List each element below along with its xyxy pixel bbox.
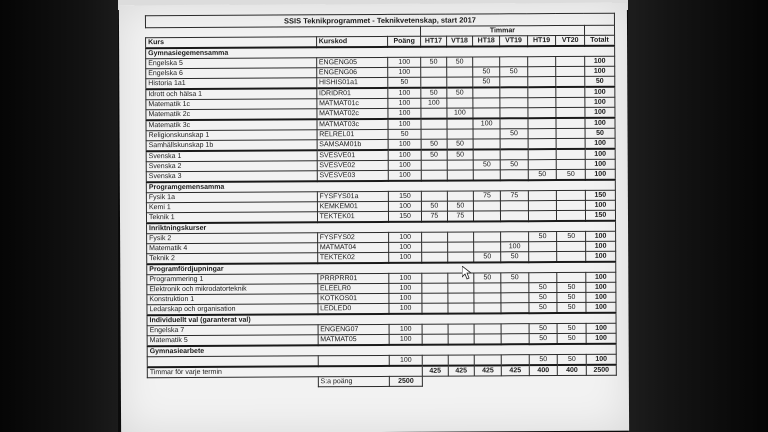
term-hours xyxy=(422,334,448,345)
term-hours: 50 xyxy=(421,88,447,99)
term-hours: 100 xyxy=(501,242,528,252)
term-hours xyxy=(500,139,527,150)
term-hours: 50 xyxy=(474,252,501,263)
spreadsheet-document xyxy=(119,3,629,432)
course-points: 100 xyxy=(388,98,421,108)
term-hours: 50 xyxy=(447,201,473,211)
term-sum: 400 xyxy=(558,365,587,376)
term-hours xyxy=(500,98,527,108)
sum-points-value: 2500 xyxy=(390,376,423,386)
term-hours xyxy=(556,76,585,87)
course-code: ENGENG05 xyxy=(316,57,388,67)
term-hours xyxy=(422,355,448,366)
course-points: 100 xyxy=(388,67,421,77)
course-code: FYSFYS01a xyxy=(317,191,389,201)
section-title: Programfördjupningar xyxy=(147,262,616,275)
grand-total: 2500 xyxy=(586,365,616,376)
term-hours xyxy=(528,201,557,211)
term-hours xyxy=(473,149,500,160)
term-hours xyxy=(556,87,585,98)
term-hours xyxy=(473,170,500,181)
course-name: Kemi 1 xyxy=(146,202,317,213)
term-hours: 50 xyxy=(528,283,557,293)
course-points: 100 xyxy=(389,324,422,334)
course-code: SVESVE01 xyxy=(317,150,389,161)
course-total: 100 xyxy=(585,200,615,210)
term-hours: 50 xyxy=(500,129,527,139)
term-sum: 425 xyxy=(502,365,529,376)
monitor-bezel-right xyxy=(628,0,768,432)
term-hours: 75 xyxy=(501,191,528,201)
term-hours xyxy=(501,303,528,314)
term-hours xyxy=(556,149,585,160)
term-header: VT19 xyxy=(500,36,527,47)
course-name: Svenska 3 xyxy=(146,171,317,182)
term-hours xyxy=(421,160,447,170)
course-plan-table xyxy=(145,13,617,388)
term-hours xyxy=(421,77,447,88)
term-hours xyxy=(500,87,527,98)
term-hours xyxy=(527,77,556,88)
totalt-header: Totalt xyxy=(584,35,614,46)
term-hours xyxy=(501,283,528,293)
term-hours xyxy=(473,87,500,98)
course-name: Engelska 6 xyxy=(146,68,317,79)
term-hours xyxy=(556,66,585,76)
term-hours: 50 xyxy=(500,67,527,77)
course-code: HISHIS01a1 xyxy=(316,77,388,88)
kurs-header: Kurs xyxy=(146,37,317,48)
course-total: 100 xyxy=(585,107,615,118)
term-hours: 50 xyxy=(447,149,473,160)
poang-header: Poäng xyxy=(388,36,421,47)
course-points: 50 xyxy=(388,129,421,139)
term-hours xyxy=(501,170,528,181)
course-name: Ledarskap och organisation xyxy=(147,304,318,315)
course-name: Matematik 4 xyxy=(147,243,318,254)
term-hours xyxy=(556,97,585,107)
course-code: MATMAT03c xyxy=(317,119,389,130)
term-hours: 50 xyxy=(557,333,586,344)
section-title: Programgemensamma xyxy=(146,180,615,193)
course-points: 100 xyxy=(388,108,421,119)
term-hours xyxy=(528,98,557,108)
term-hours xyxy=(473,129,500,139)
course-total: 100 xyxy=(585,56,615,66)
term-header: HT18 xyxy=(473,36,500,47)
term-hours xyxy=(422,252,448,263)
course-points: 100 xyxy=(388,57,421,67)
section-title: Gymnasiegemensamma xyxy=(146,46,615,59)
course-total: 100 xyxy=(586,323,616,333)
term-hours xyxy=(501,232,528,242)
course-total: 100 xyxy=(585,149,615,160)
term-hours xyxy=(473,98,500,108)
course-total: 100 xyxy=(585,87,615,98)
term-hours: 50 xyxy=(529,324,558,334)
term-hours xyxy=(473,201,500,211)
summary-label: Timmar för varje termin xyxy=(147,366,422,378)
term-hours xyxy=(448,355,474,366)
term-hours xyxy=(473,211,500,222)
term-hours xyxy=(500,149,527,160)
course-code: TEKTEK01 xyxy=(317,211,389,222)
course-total: 100 xyxy=(585,118,615,129)
course-code: ELEELR0 xyxy=(318,283,390,293)
term-hours xyxy=(448,252,474,263)
term-hours xyxy=(421,119,447,130)
term-hours xyxy=(527,87,556,98)
term-hours xyxy=(474,355,501,366)
course-code: SVESVE03 xyxy=(317,170,389,181)
timmar-header: Timmar xyxy=(420,25,584,36)
course-points: 100 xyxy=(388,160,421,170)
course-code: KEMKEM01 xyxy=(317,201,389,211)
term-hours xyxy=(448,334,474,345)
term-hours: 75 xyxy=(421,211,447,222)
term-hours xyxy=(421,67,447,77)
term-hours xyxy=(421,108,447,119)
course-code: ENGENG06 xyxy=(316,67,388,77)
term-hours: 50 xyxy=(473,67,500,77)
term-header: VT18 xyxy=(446,36,472,47)
term-hours: 50 xyxy=(501,252,528,263)
term-hours xyxy=(474,334,501,345)
course-name: Engelska 7 xyxy=(147,325,318,336)
term-hours xyxy=(501,201,528,211)
term-hours xyxy=(556,128,585,138)
term-hours xyxy=(528,273,557,283)
term-hours xyxy=(528,108,557,119)
term-hours xyxy=(556,118,585,129)
course-name: Elektronik och mikrodatorteknik xyxy=(147,284,318,295)
course-code: TEKTEK02 xyxy=(317,252,389,263)
course-total: 100 xyxy=(585,159,615,169)
term-hours xyxy=(500,118,527,129)
term-hours xyxy=(557,190,586,200)
term-hours xyxy=(474,283,501,293)
course-total: 100 xyxy=(586,302,616,313)
term-hours xyxy=(474,293,501,303)
term-hours xyxy=(527,57,556,67)
term-hours xyxy=(474,242,501,252)
course-code: SVESVE02 xyxy=(317,160,389,170)
term-hours xyxy=(557,241,586,251)
term-hours xyxy=(448,293,474,303)
course-code xyxy=(318,355,390,366)
course-name: Matematik 2c xyxy=(146,109,317,120)
course-name: Matematik 1c xyxy=(146,99,317,110)
course-points: 100 xyxy=(388,139,421,150)
sum-points-row xyxy=(147,375,616,387)
term-hours: 50 xyxy=(557,231,586,241)
term-hours: 100 xyxy=(447,108,473,119)
section-title: Inriktningskurser xyxy=(147,221,616,234)
term-hours xyxy=(448,303,474,314)
course-total: 100 xyxy=(586,272,616,282)
course-points: 100 xyxy=(389,201,422,211)
course-points: 100 xyxy=(389,232,422,242)
term-hours xyxy=(527,67,556,77)
term-hours xyxy=(557,200,586,210)
term-hours xyxy=(528,191,557,201)
course-total: 100 xyxy=(586,282,616,292)
course-code: LEDLED0 xyxy=(318,303,390,314)
course-total: 100 xyxy=(585,66,615,76)
term-hours xyxy=(422,324,448,334)
term-hours xyxy=(421,232,447,242)
term-hours xyxy=(528,139,557,150)
term-hours xyxy=(501,293,528,303)
course-points: 100 xyxy=(390,355,423,366)
course-name: Svenska 2 xyxy=(146,161,317,172)
course-name: Teknik 2 xyxy=(147,253,318,264)
term-hours xyxy=(528,242,557,252)
term-hours: 50 xyxy=(421,139,447,150)
term-hours: 50 xyxy=(528,232,557,242)
term-hours xyxy=(448,324,474,334)
term-hours xyxy=(474,232,501,242)
course-points: 100 xyxy=(388,150,421,161)
term-sum: 425 xyxy=(422,366,448,377)
course-points: 100 xyxy=(389,283,422,293)
term-hours xyxy=(447,170,473,181)
term-hours xyxy=(557,251,586,262)
course-total: 100 xyxy=(586,354,616,365)
term-hours xyxy=(528,160,557,170)
section-title: Individuellt val (garanterat val) xyxy=(147,313,616,326)
course-code: MATMAT05 xyxy=(318,334,390,345)
term-hours: 100 xyxy=(421,98,447,108)
course-total: 100 xyxy=(586,231,616,241)
term-hours xyxy=(528,118,557,129)
course-code: FYSFYS02 xyxy=(317,232,389,242)
course-points: 100 xyxy=(389,293,422,303)
term-hours: 50 xyxy=(447,57,473,67)
course-points: 50 xyxy=(388,77,421,88)
term-hours xyxy=(473,139,500,150)
term-hours xyxy=(528,129,557,139)
term-hours xyxy=(421,242,447,252)
term-hours xyxy=(473,57,500,67)
course-total: 150 xyxy=(585,210,615,221)
term-hours: 50 xyxy=(447,87,473,98)
term-hours xyxy=(556,159,585,169)
term-hours xyxy=(447,98,473,108)
term-hours: 50 xyxy=(447,139,473,150)
term-hours: 50 xyxy=(557,169,586,180)
term-hours: 50 xyxy=(529,293,558,303)
course-points: 100 xyxy=(388,119,421,130)
term-hours xyxy=(556,138,585,149)
course-points: 100 xyxy=(388,88,421,99)
term-hours: 50 xyxy=(528,170,557,181)
term-hours xyxy=(473,108,500,119)
term-sum: 425 xyxy=(474,365,501,376)
term-hours xyxy=(556,56,585,66)
section-title: Gymnasiearbete xyxy=(147,344,616,357)
term-hours xyxy=(528,211,557,222)
term-header: HT17 xyxy=(420,36,446,47)
course-name: Programmering 1 xyxy=(147,274,318,285)
course-total: 100 xyxy=(585,138,615,149)
course-name: Svenska 1 xyxy=(146,150,317,161)
term-hours xyxy=(422,273,448,283)
course-code: IDRIDR01 xyxy=(316,88,388,99)
term-hours xyxy=(501,211,528,222)
term-hours xyxy=(500,77,527,88)
term-header: HT19 xyxy=(527,36,556,47)
term-hours xyxy=(557,210,586,221)
course-name: Fysik 2 xyxy=(147,233,318,244)
term-hours: 50 xyxy=(421,57,447,67)
term-hours xyxy=(447,77,473,88)
term-hours: 50 xyxy=(529,355,558,366)
course-name: Historia 1a1 xyxy=(146,78,317,89)
term-hours xyxy=(556,107,585,118)
term-hours xyxy=(421,170,447,181)
course-total: 100 xyxy=(586,333,616,344)
term-hours xyxy=(447,118,473,129)
term-hours xyxy=(447,232,473,242)
term-hours: 50 xyxy=(474,273,501,283)
term-hours xyxy=(422,303,448,314)
course-points: 100 xyxy=(389,252,422,263)
sum-points-label: S:a poäng xyxy=(318,376,390,386)
course-total: 150 xyxy=(585,190,615,200)
term-hours xyxy=(422,283,448,293)
course-points: 150 xyxy=(389,191,422,201)
term-header: VT20 xyxy=(556,35,585,46)
term-hours: 50 xyxy=(529,303,558,314)
term-hours xyxy=(501,324,528,334)
term-hours xyxy=(557,272,586,282)
course-points: 150 xyxy=(389,211,422,222)
term-hours: 75 xyxy=(473,191,500,201)
term-hours: 50 xyxy=(558,354,587,365)
course-code: MATMAT04 xyxy=(317,242,389,252)
course-name: Matematik 5 xyxy=(147,335,318,346)
term-hours xyxy=(501,334,528,345)
term-hours: 75 xyxy=(447,211,473,222)
term-sum: 425 xyxy=(448,365,474,376)
course-code: MATMAT02c xyxy=(317,108,389,119)
term-hours xyxy=(448,242,474,252)
course-points: 100 xyxy=(389,334,422,345)
course-points: 100 xyxy=(389,273,422,283)
term-hours: 50 xyxy=(557,323,586,333)
term-hours: 100 xyxy=(473,118,500,129)
term-hours xyxy=(502,355,529,366)
course-total: 100 xyxy=(586,241,616,251)
term-hours xyxy=(447,160,473,170)
course-total: 100 xyxy=(586,292,616,302)
course-points: 100 xyxy=(389,170,422,181)
term-hours xyxy=(448,283,474,293)
term-hours xyxy=(447,67,473,77)
term-hours: 50 xyxy=(557,302,586,313)
course-name: Konstruktion 1 xyxy=(147,294,318,305)
course-name: Religionskunskap 1 xyxy=(146,130,317,141)
course-name: Matematik 3c xyxy=(146,119,317,130)
course-name: Idrott och hälsa 1 xyxy=(146,88,317,99)
term-hours xyxy=(422,293,448,303)
course-total: 50 xyxy=(585,128,615,138)
term-hours: 50 xyxy=(557,292,586,302)
term-hours xyxy=(474,324,501,334)
term-hours xyxy=(447,129,473,139)
course-code: KOTKOS01 xyxy=(318,293,390,303)
course-total: 50 xyxy=(585,76,615,87)
term-hours xyxy=(528,252,557,263)
term-hours xyxy=(474,303,501,314)
term-hours: 50 xyxy=(473,77,500,88)
term-hours xyxy=(447,191,473,201)
term-hours: 50 xyxy=(501,273,528,283)
term-hours xyxy=(421,191,447,201)
term-hours: 50 xyxy=(557,282,586,292)
kurskod-header: Kurskod xyxy=(316,36,388,47)
term-hours xyxy=(500,108,527,119)
term-hours: 50 xyxy=(529,334,558,345)
course-name: Teknik 1 xyxy=(146,212,317,223)
course-code: RELREL01 xyxy=(317,129,389,139)
term-hours xyxy=(500,57,527,67)
course-code: ENGENG07 xyxy=(318,324,390,334)
course-name: Engelska 5 xyxy=(146,58,317,69)
term-sum: 400 xyxy=(529,365,558,376)
term-hours: 50 xyxy=(421,150,447,161)
course-points: 100 xyxy=(389,303,422,314)
course-total: 100 xyxy=(585,169,615,180)
term-hours xyxy=(528,149,557,160)
course-name: Fysik 1a xyxy=(146,192,317,203)
term-hours: 50 xyxy=(500,160,527,170)
monitor-bezel-left xyxy=(0,0,118,432)
term-hours: 50 xyxy=(421,201,447,211)
course-code: PRRPRR01 xyxy=(317,273,389,283)
course-total: 100 xyxy=(586,251,616,262)
document-title: SSIS Teknikprogrammet - Teknikvetenskap, start 2017 xyxy=(145,13,614,27)
term-hours: 50 xyxy=(473,160,500,170)
term-hours xyxy=(421,129,447,139)
course-code: MATMAT01c xyxy=(317,98,389,108)
course-code: SAMSAM01b xyxy=(317,139,389,150)
course-points: 100 xyxy=(389,242,422,252)
course-total: 100 xyxy=(585,97,615,107)
course-name: Samhällskunskap 1b xyxy=(146,140,317,151)
